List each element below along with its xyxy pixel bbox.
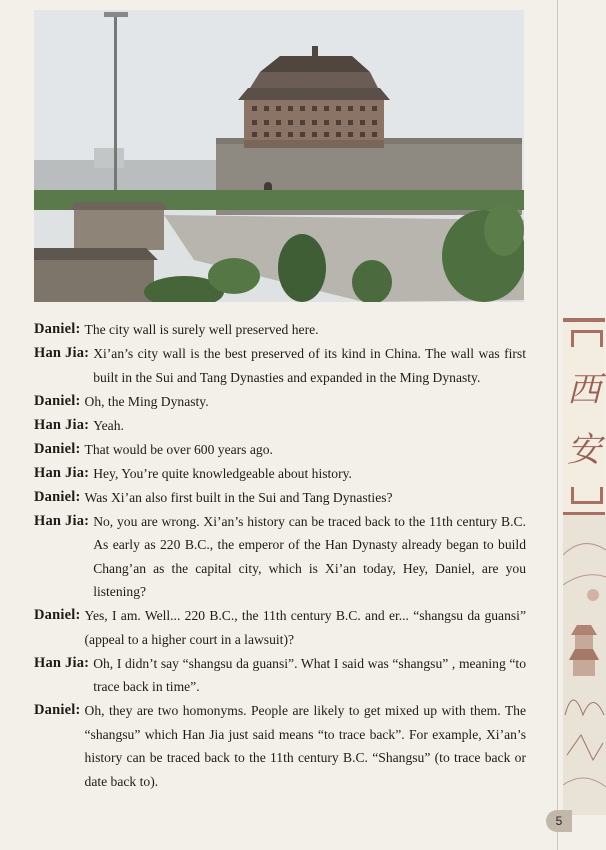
speaker-name: Daniel: <box>34 440 81 457</box>
dialogue-turn <box>34 342 526 389</box>
speaker-name: Daniel: <box>34 702 81 718</box>
speaker-name: Han Jia: <box>34 464 90 481</box>
dialogue-line: That would be over 600 years ago. <box>84 441 273 457</box>
side-title-char-1: 西 <box>567 370 601 410</box>
speaker-name: Han Jia: <box>34 416 90 433</box>
dialogue-line: Oh, they are two homonyms. People are likely to get mixed up with them. The “shangsu” which Han Jia just said means “to trace back”. For example, Xi’an’s history can be traced back to the 11th century B.C. “Shangsu” (to trace back or date back to). <box>84 703 526 789</box>
dialogue-line: Oh, I didn’t say “shangsu da guansi”. What I said was “shangsu” , meaning “to trace back in time”. <box>93 655 526 694</box>
dialogue-turn <box>34 318 526 342</box>
speaker-name: Han Jia: <box>34 654 90 671</box>
speaker-name: Daniel: <box>34 392 81 409</box>
dialogue-line: Xi’an’s city wall is the best preserved of its kind in China. The wall was first built in the Sui and Tang Dynasties and expanded in the Ming Dynasty. <box>93 346 526 385</box>
dialogue-line: Hey, You’re quite knowledgeable about history. <box>93 465 352 481</box>
chapter-side-title <box>563 318 605 516</box>
speaker-name: Han Jia: <box>34 512 90 529</box>
margin-divider <box>557 0 558 850</box>
dialogue-turn <box>34 699 526 793</box>
dialogue-turn <box>34 390 526 414</box>
speaker-name: Daniel: <box>34 321 81 337</box>
dialogue-turn <box>34 462 526 486</box>
dialogue-line: Yeah. <box>93 417 124 433</box>
pagoda-scenery-decoration <box>563 515 606 815</box>
speaker-name: Daniel: <box>34 488 81 505</box>
dialogue-line: Was Xi’an also first built in the Sui and Tang Dynasties? <box>84 489 393 505</box>
dialogue-line: Oh, the Ming Dynasty. <box>84 393 209 409</box>
dialogue-turn <box>34 438 526 462</box>
city-wall-photo <box>34 10 524 302</box>
speaker-name: Han Jia: <box>34 345 90 361</box>
dialogue-line: The city wall is surely well preserved here. <box>84 322 319 337</box>
dialogue <box>34 318 526 793</box>
dialogue-line: No, you are wrong. Xi’an’s history can be traced back to the 11th century B.C. As early as 220 B.C., the emperor of the Han Dynasty already began to build Chang’an as the capital city, which is Xi’an today, Hey, Daniel, are you listening? <box>93 513 526 599</box>
dialogue-turn <box>34 510 526 604</box>
dialogue-turn <box>34 652 526 699</box>
dialogue-turn <box>34 414 526 438</box>
bracket-top-ornament <box>571 330 603 347</box>
bracket-bottom-ornament <box>571 487 603 504</box>
dialogue-turn <box>34 486 526 510</box>
side-title-char-2: 安 <box>567 430 601 470</box>
speaker-name: Daniel: <box>34 607 81 623</box>
dialogue-turn <box>34 604 526 651</box>
dialogue-line: Yes, I am. Well... 220 B.C., the 11th century B.C. and er... “shangsu da guansi” (appeal to a higher court in a lawsuit)? <box>84 608 526 647</box>
page-number: 5 <box>546 810 572 832</box>
city-wall-illustration <box>34 10 524 302</box>
